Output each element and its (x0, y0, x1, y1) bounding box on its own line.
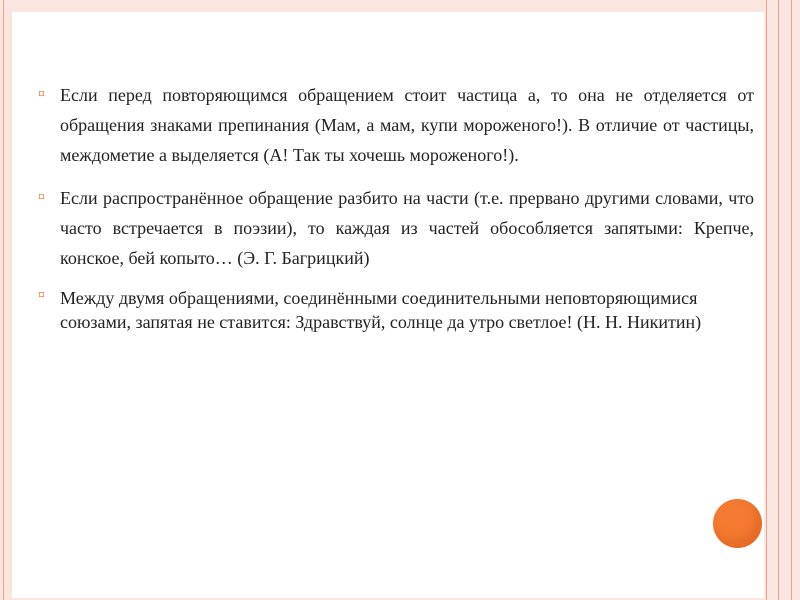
paragraph-text: Между двумя обращениями, соединёнными соединительными неповторяющимися союзами, запятая не ставится: Здравствуй, солнце да утро светлое! (Н. Н. Никитин) (60, 288, 702, 332)
slide-content (38, 80, 754, 347)
paragraph-1 (38, 80, 754, 170)
paragraph-text: Если распространённое обращение разбито на части (т.е. прервано другими словами, что часто встречается в поэзии), то каждая из частей обособляется запятыми: Крепче, конское, бей копыто… (Э. Г. Багрицкий) (60, 188, 754, 268)
bullet-icon: ¤ (38, 87, 45, 102)
paragraph-text: Если перед повторяющимся обращением стоит частица а, то она не отделяется от обращения знаками препинания (Мам, а мам, купи мороженого!). В отличие от частицы, междометие а выделяется (А! Так ты хочешь мороженого!). (60, 85, 754, 165)
bullet-icon: ¤ (38, 190, 45, 205)
border-line-right-3 (791, 0, 792, 600)
bullet-icon: ¤ (38, 288, 45, 303)
border-line-right-2 (778, 0, 779, 600)
border-line-left (3, 0, 4, 600)
paragraph-3 (38, 286, 754, 334)
paragraph-2 (38, 183, 754, 273)
decorative-circle (713, 499, 762, 548)
border-line-right-1 (766, 0, 767, 600)
